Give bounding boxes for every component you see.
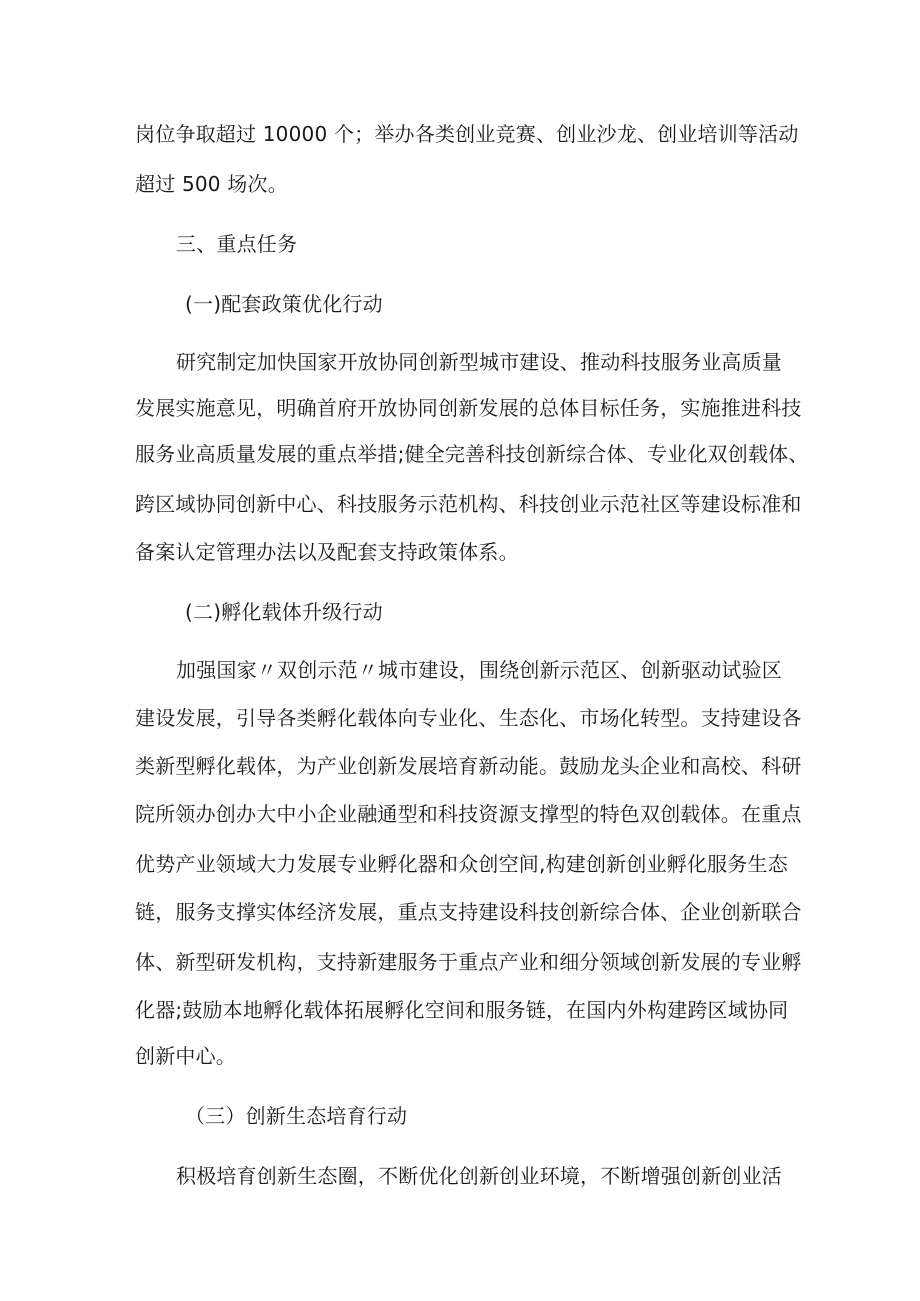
paragraph-line: 服务业高质量发展的重点举措;健全完善科技创新综合体、专业化双创载体、 [135,442,809,466]
paragraph-line: 链，服务支撑实体经济发展，重点支持建设科技创新综合体、企业创新联合 [135,900,802,924]
paragraph-line: 跨区域协同创新中心、科技服务示范机构、科技创业示范社区等建设标准和 [135,492,802,516]
paragraph-line: 岗位争取超过 10000 个；举办各类创业竞赛、创业沙龙、创业培训等活动 [135,122,799,146]
paragraph-line: 备案认定管理办法以及配套支持政策体系。 [135,540,519,564]
paragraph-line: 化器;鼓励本地孵化载体拓展孵化空间和服务链，在国内外构建跨区域协同 [135,998,789,1022]
paragraph-line: 发展实施意见，明确首府开放协同创新发展的总体目标任务，实施推进科技 [135,396,802,420]
paragraph-line: 院所领办创办大中小企业融通型和科技资源支撑型的特色双创载体。在重点 [135,802,802,826]
paragraph-line: 超过 500 场次。 [135,172,288,196]
paragraph-line: 研究制定加快国家开放协同创新型城市建设、推动科技服务业高质量 [176,350,782,374]
paragraph-line: 建设发展，引导各类孵化载体向专业化、生态化、市场化转型。支持建设各 [135,706,802,730]
section-heading: 三、重点任务 [176,232,298,256]
paragraph-line: 创新中心。 [135,1044,236,1068]
paragraph-line: 优势产业领域大力发展专业孵化器和众创空间,构建创新创业孵化服务生态 [135,852,788,876]
paragraph-line: 体、新型研发机构，支持新建服务于重点产业和细分领域创新发展的专业孵 [135,950,802,974]
paragraph-line: 加强国家〃双创示范〃城市建设，围绕创新示范区、创新驱动试验区 [176,658,782,682]
paragraph-line: 积极培育创新生态圈，不断优化创新创业环境，不断增强创新创业活 [176,1164,782,1188]
subsection-heading: (一)配套政策优化行动 [185,292,383,316]
paragraph-line: 类新型孵化载体，为产业创新发展培育新动能。鼓励龙头企业和高校、科研 [135,754,802,778]
subsection-heading: （三）创新生态培育行动 [185,1104,408,1128]
subsection-heading: (二)孵化载体升级行动 [185,600,383,624]
